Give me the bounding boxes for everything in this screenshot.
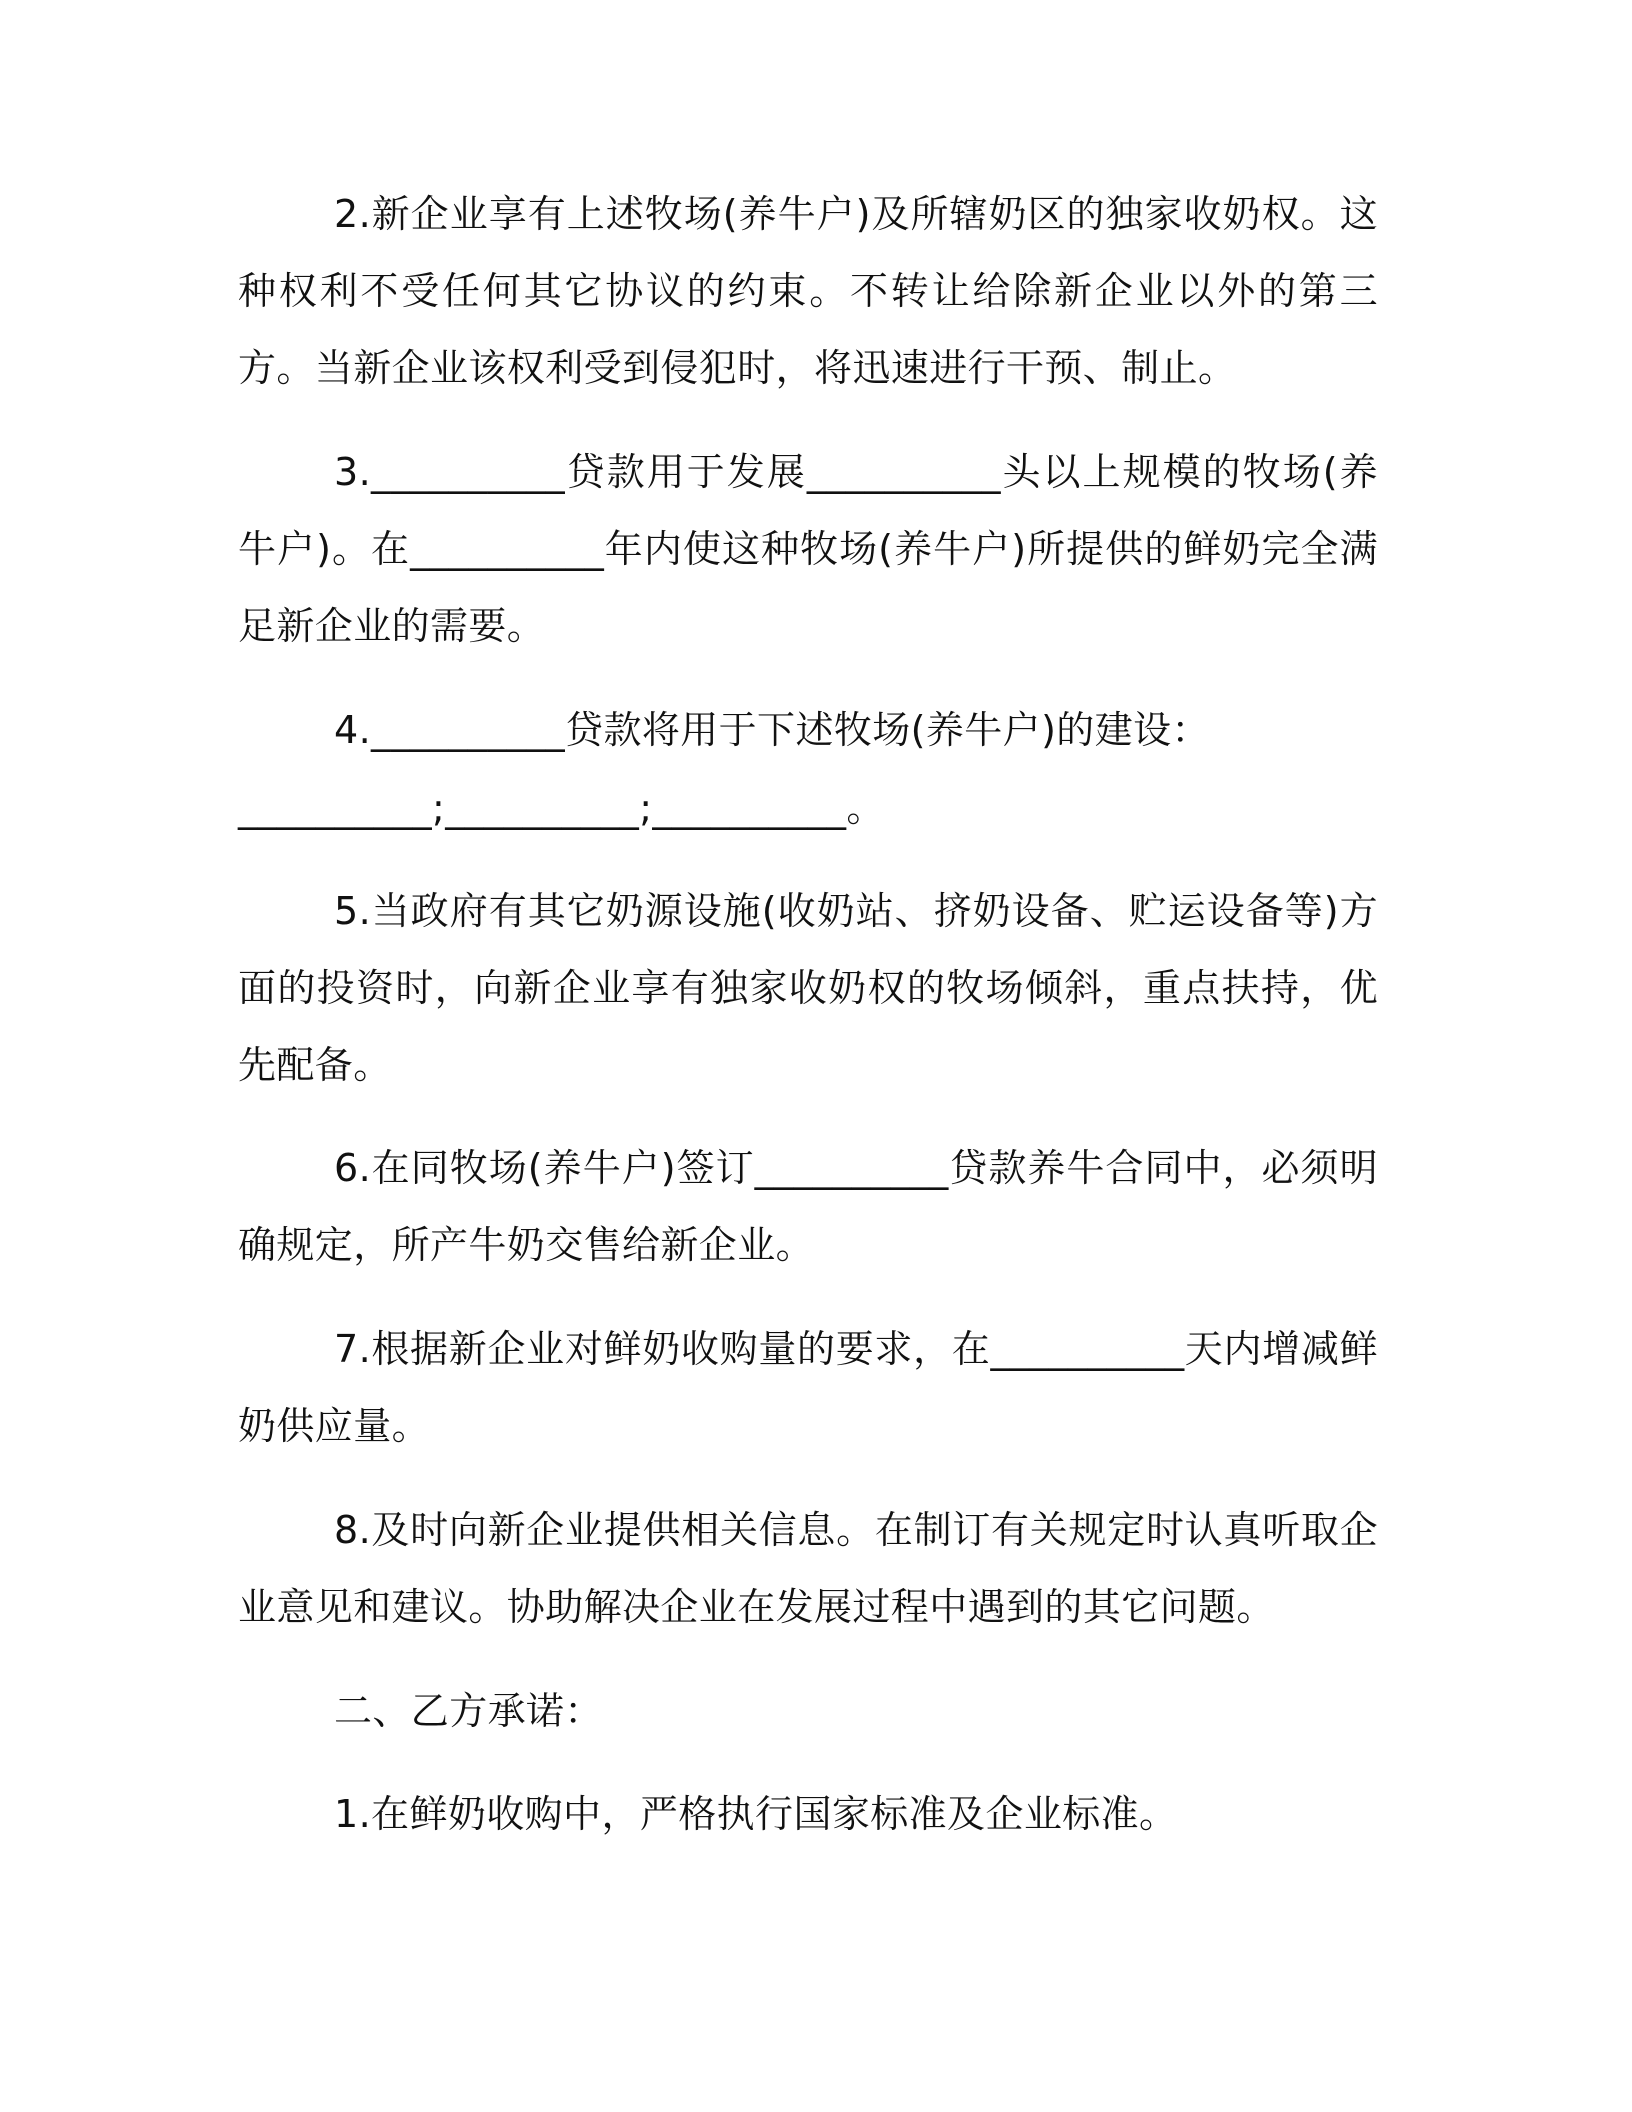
clause-7-supply-adjustment: 7.根据新企业对鲜奶收购量的要求，在__________天内增减鲜奶供应量。 (238, 1327, 1378, 1448)
clause-8-information-support: 8.及时向新企业提供相关信息。在制订有关规定时认真听取企业意见和建议。协助解决企业在发展过程中遇到的其它问题。 (238, 1508, 1378, 1629)
party-b-clause-1: 1.在鲜奶收购中，严格执行国家标准及企业标准。 (334, 1792, 1178, 1836)
clause-4-loan-usage: 4.__________贷款将用于下述牧场(养牛户)的建设： (334, 708, 1210, 752)
clause-3-loan-development: 3.__________贷款用于发展__________头以上规模的牧场(养牛户)。在__________年内使这种牧场(养牛户)所提供的鲜奶完全满足新企业的需要。 (238, 450, 1378, 648)
clause-6-contract-requirement: 6.在同牧场(养牛户)签订__________贷款养牛合同中，必须明确规定，所产牛奶交售给新企业。 (238, 1146, 1378, 1267)
clause-2-exclusive-rights: 2.新企业享有上述牧场(养牛户)及所辖奶区的独家收奶权。这种权利不受任何其它协议的约束。不转让给除新企业以外的第三方。当新企业该权利受到侵犯时，将迅速进行干预、制止。 (238, 192, 1378, 390)
clause-4-blank-list: __________;__________;__________。 (238, 786, 885, 830)
section-heading-party-b: 二、乙方承诺： (334, 1689, 603, 1733)
clause-5-government-investment: 5.当政府有其它奶源设施(收奶站、挤奶设备、贮运设备等)方面的投资时，向新企业享有独家收奶权的牧场倾斜，重点扶持，优先配备。 (238, 889, 1378, 1087)
